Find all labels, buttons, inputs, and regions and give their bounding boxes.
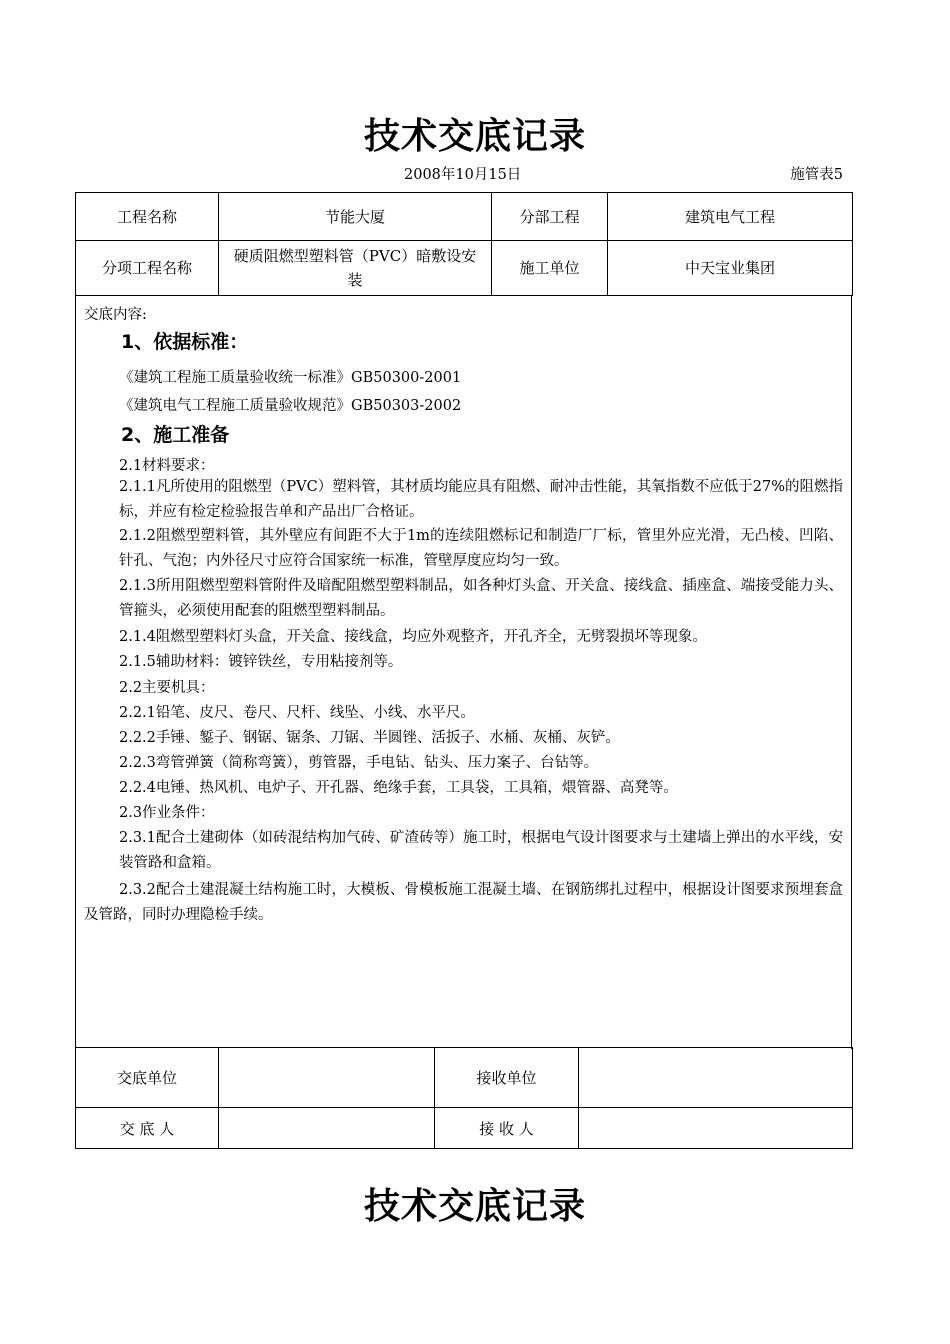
signature-row-1 bbox=[76, 1048, 853, 1108]
subitem-value: 硬质阻燃型塑料管（PVC）暗敷设安装 bbox=[219, 241, 492, 296]
paragraph: 2.2.4电锤、热风机、电炉子、开孔器、绝缘手套，工具袋，工具箱，煨管器、高凳等。 bbox=[119, 780, 678, 796]
project-name-label: 工程名称 bbox=[76, 193, 219, 241]
form-number: 施管表5 bbox=[790, 167, 843, 183]
paragraph: 2.1.3所用阻燃型塑料管附件及暗配阻燃型塑料制品，如各种灯头盒、开关盒、接线盒、插座盒、端接受能力头、管箍头，必须使用配套的阻燃型塑料制品。 bbox=[119, 578, 843, 619]
content-label: 交底内容: bbox=[84, 307, 147, 323]
subsection-heading: 2.1材料要求： bbox=[119, 458, 215, 474]
paragraph: 2.3.2配合土建混凝土结构施工时，大模板、骨模板施工混凝土墙、在钢筋绑扎过程中，根据设计图要求预埋套盒及管路，同时办理隐检手续。 bbox=[84, 882, 843, 923]
division-value: 建筑电气工程 bbox=[608, 193, 853, 241]
header-table bbox=[75, 192, 853, 296]
page-title: 技术交底记录 bbox=[363, 116, 586, 157]
subitem-label: 分项工程名称 bbox=[76, 241, 219, 296]
disclosure-content bbox=[75, 295, 852, 1049]
section-heading-preparation: 2、施工准备 bbox=[121, 424, 230, 446]
next-page-title: 技术交底记录 bbox=[363, 1186, 586, 1227]
division-label: 分部工程 bbox=[492, 193, 608, 241]
standard-item: 《建筑工程施工质量验收统一标准》GB50300-2001 bbox=[119, 370, 462, 386]
paragraph: 2.3.1配合土建砌体（如砖混结构加气砖、矿渣砖等）施工时，根据电气设计图要求与土建墙上弹出的水平线，安装管路和盒箱。 bbox=[119, 830, 843, 871]
receiver-unit-value bbox=[579, 1048, 853, 1108]
contractor-label: 施工单位 bbox=[492, 241, 608, 296]
header-row-1 bbox=[76, 193, 853, 241]
record-date: 2008年10月15日 bbox=[404, 167, 522, 183]
paragraph: 2.1.2阻燃型塑料管，其外壁应有间距不大于1m的连续阻燃标记和制造厂厂标，管里外应光滑，无凸棱、凹陷、针孔、气泡；内外径尺寸应符合国家统一标准，管壁厚度应均匀一致。 bbox=[119, 528, 843, 569]
receiver-unit-label: 接收单位 bbox=[435, 1048, 579, 1108]
paragraph: 2.2.2手锤、錾子、钢锯、锯条、刀锯、半圆锉、活扳子、水桶、灰桶、灰铲。 bbox=[119, 730, 620, 746]
paragraph: 2.2.1铅笔、皮尺、卷尺、尺杆、线坠、小线、水平尺。 bbox=[119, 705, 475, 721]
paragraph: 2.1.4阻燃型塑料灯头盒，开关盒、接线盒，均应外观整齐，开孔齐全，无劈裂损坏等现象。 bbox=[119, 629, 707, 645]
paragraph: 2.1.1凡所使用的阻燃型（PVC）塑料管，其材质均能应具有阻燃、耐冲击性能，其氧指数不应低于27%的阻燃指标，并应有检定检验报告单和产品出厂合格证。 bbox=[119, 479, 843, 520]
contractor-value: 中天宝业集团 bbox=[608, 241, 853, 296]
signature-row-2 bbox=[76, 1108, 853, 1149]
receiver-value bbox=[579, 1108, 853, 1149]
header-row-2 bbox=[76, 241, 853, 296]
issuer-label: 交 底 人 bbox=[76, 1108, 219, 1149]
subsection-heading: 2.2主要机具： bbox=[119, 680, 215, 696]
paragraph: 2.2.3弯管弹簧（简称弯簧），剪管器，手电钻、钻头、压力案子、台钻等。 bbox=[119, 755, 599, 771]
issuer-value bbox=[219, 1108, 435, 1149]
receiver-label: 接 收 人 bbox=[435, 1108, 579, 1149]
issuer-unit-label: 交底单位 bbox=[76, 1048, 219, 1108]
paragraph: 2.1.5辅助材料：镀锌铁丝，专用粘接剂等。 bbox=[119, 654, 403, 670]
issuer-unit-value bbox=[219, 1048, 435, 1108]
subsection-heading: 2.3作业条件： bbox=[119, 805, 215, 821]
standard-item: 《建筑电气工程施工质量验收规范》GB50303-2002 bbox=[119, 398, 462, 414]
project-name-value: 节能大厦 bbox=[219, 193, 492, 241]
signature-table bbox=[75, 1047, 853, 1149]
section-heading-standards: 1、依据标准： bbox=[121, 331, 249, 353]
